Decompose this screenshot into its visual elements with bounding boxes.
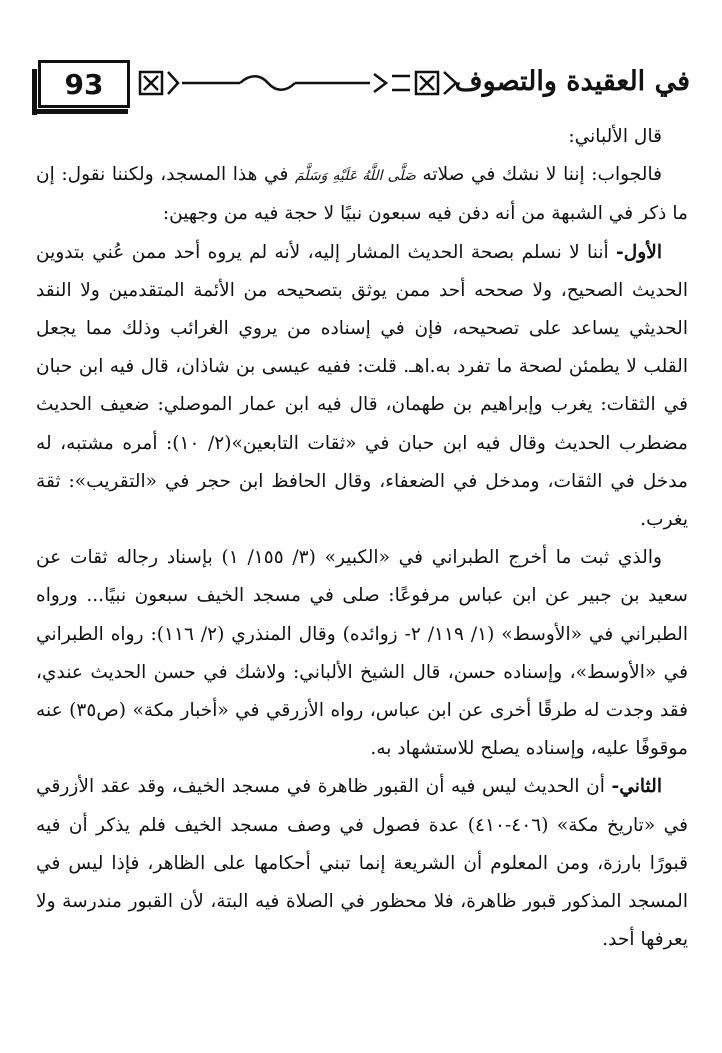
header-ornament bbox=[130, 64, 490, 102]
answer-start: فالجواب: إننا لا نشك في صلاته bbox=[422, 164, 662, 186]
first-point-paragraph bbox=[36, 234, 688, 540]
answer-rest: في هذا المسجد، ولكننا نقول: إن ما ذكر في الشبهة من أنه دفن فيه سبعون نبيًا لا حجة فيه من وجهين: bbox=[36, 164, 688, 225]
first-point-text: أننا لا نسلم بصحة الحديث المشار إليه، لأنه لم يروه أحد ممن عُني بتدوين الحديث الصحيح، ولا صححه أحد ممن يوثق بتصحيحه من الأئمة المتقدمين ولا النقد الحديثي يساعد على تصحيحه، فإن في إسناده من يروي الغرائب وذلك مما يجعل القلب لا يطمئن لصحة ما تفرد به.اهـ. قلت: ففيه عيسى بن شاذان، قال فيه ابن حبان في الثقات: يغرب وإبراهيم بن طهمان، قال فيه ابن عمار الموصلي: ضعيف الحديث مضطرب الحديث وقال فيه ابن حبان في «ثقات التابعين»(٢/ ١٠): أمره مشتبه، له مدخل في الثقات، ومدخل في الضعفاء، وقال الحافظ ابن حجر في «التقريب»: ثقة يغرب. bbox=[36, 241, 688, 531]
tabarani-paragraph: والذي ثبت ما أخرج الطبراني في «الكبير» (٣/ ١٥٥/ ١) بإسناد رجاله ثقات عن سعيد بن جبير عن ابن عباس مرفوعًا: صلى في مسجد الخيف سبعون نبيًا... ورواه الطبراني في «الأوسط» (١/ ١١٩/ ٢- زوائده) وقال المنذري (٢/ ١١٦): رواه الطبراني في «الأوسط»، وإسناده حسن، قال الشيخ الألباني: ولاشك في حسن الحديث عندي، فقد وجدت له طرقًا أخرى عن ابن عباس، رواه الأزرقي في «أخبار مكة» (ص٣٥) عنه موقوفًا عليه، وإسناده يصلح للاستشهاد به. bbox=[36, 547, 688, 760]
page-body bbox=[36, 118, 688, 959]
second-point-label: الثاني- bbox=[611, 776, 662, 798]
first-point-label: الأول- bbox=[616, 241, 662, 263]
salawat-glyph: صَلَّى اللَّهُ عَلَيْهِ وَسَلَّمَ bbox=[294, 168, 416, 185]
answer-paragraph bbox=[36, 156, 688, 233]
second-point-text: أن الحديث ليس فيه أن القبور ظاهرة في مسجد الخيف، وقد عقد الأزرقي في «تاريخ مكة» (٤٠٦-٤١٠) عدة فصول في وصف مسجد الخيف فلم يذكر أن فيه قبورًا بارزة، ومن المعلوم أن الشريعة إنما تبني أحكامها على الظاهر، فإذا ليس في المسجد المذكور قبور ظاهرة، فلا محظور في الصلاة فيه البتة، لأن القبور مندرسة ولا يعرفها أحد. bbox=[36, 776, 688, 951]
intro-line: قال الألباني: bbox=[568, 126, 662, 147]
page-header bbox=[30, 58, 694, 118]
running-title: في العقيدة والتصوف bbox=[454, 66, 690, 97]
second-point-paragraph bbox=[36, 768, 688, 959]
page-number: 93 bbox=[38, 60, 130, 108]
